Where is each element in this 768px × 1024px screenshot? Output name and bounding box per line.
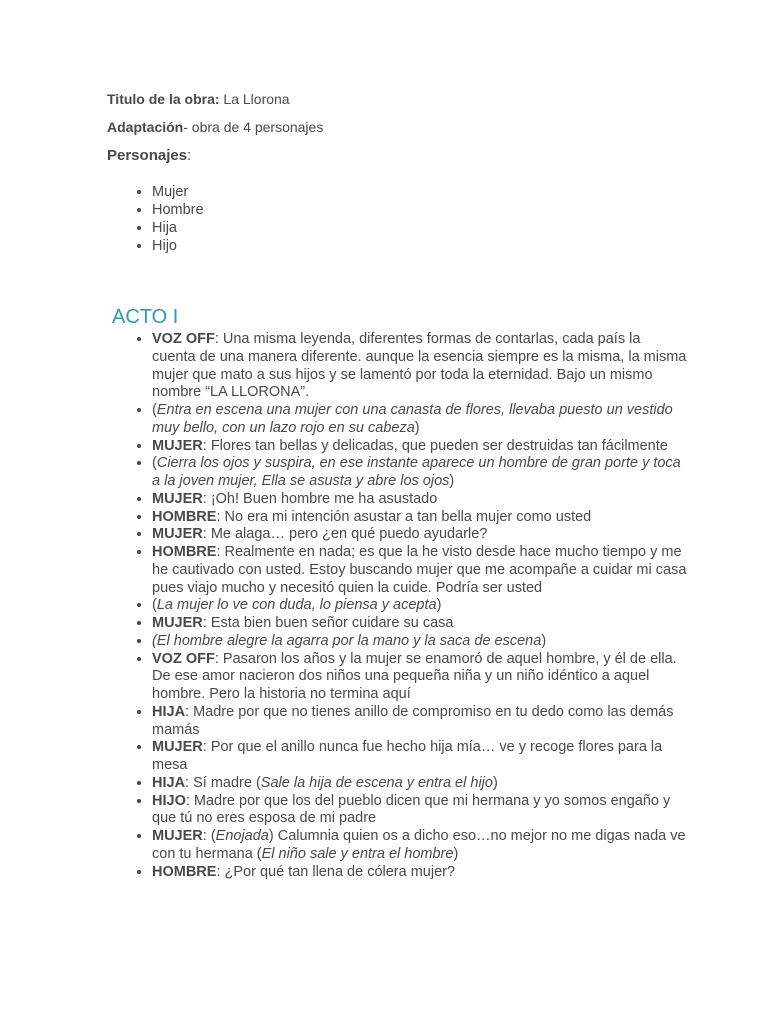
characters-label: Personajes xyxy=(107,147,188,164)
dialogue-text: : Por que el anillo nunca fue hecho hija mía… ve y recoge flores para la mesa xyxy=(152,739,663,773)
speaker-name: HOMBRE xyxy=(152,508,217,525)
paren-open: ( xyxy=(152,455,157,472)
stage-direction: Sale la hija de escena y entra el hijo xyxy=(260,774,493,791)
speaker-name: HOMBRE xyxy=(152,863,217,880)
script-line xyxy=(152,775,687,793)
script-line xyxy=(152,828,687,864)
dialogue-text: : Sí madre ( xyxy=(185,774,261,791)
stage-direction: El hombre alegre la agarra por la mano y la saca de escena xyxy=(156,632,542,649)
speaker-name: HIJO xyxy=(152,792,186,809)
speaker-name: MUJER xyxy=(152,437,203,454)
stage-direction: El niño sale y entra el hombre xyxy=(261,845,454,862)
stage-direction: Enojada xyxy=(215,828,269,844)
adaptation-line xyxy=(107,119,323,135)
script-line xyxy=(152,544,687,597)
characters-heading xyxy=(107,147,191,164)
paren-open: ( xyxy=(152,402,157,418)
dialogue-text: : Madre por que los del pueblo dicen que mi hermana y yo somos engaño y que tú no eres esposa de mi padre xyxy=(152,792,671,827)
dialogue-text: : ¡Oh! Buen hombre me ha asustado xyxy=(202,490,438,507)
script-line xyxy=(152,651,687,704)
dialogue-text: : ¿Por qué tan llena de cólera mujer? xyxy=(216,863,456,880)
speaker-name: VOZ OFF xyxy=(152,650,215,667)
script-line xyxy=(152,509,687,527)
stage-direction: Cierra los ojos y suspira, en ese instante aparece un hombre de gran porte y toca a la joven mujer, Ella se asusta y abre los ojos xyxy=(152,455,681,489)
script-line xyxy=(152,864,687,882)
speaker-name: MUJER xyxy=(152,828,203,844)
script-line xyxy=(152,491,687,509)
script-line xyxy=(152,597,687,615)
character-item: • Hombre xyxy=(152,201,204,219)
speaker-name: MUJER xyxy=(152,615,203,631)
paren-close: ) xyxy=(453,845,459,862)
dialogue-text: : Realmente en nada; es que la he visto desde hace mucho tiempo y me he cautivado con usted. Estoy buscando mujer que me acompañe a cuidar mi casa pues viajo mucho y necesitó quien la cuide. Podría ser usted xyxy=(152,544,687,596)
characters-colon: : xyxy=(187,147,192,164)
script-line xyxy=(152,633,687,651)
script-line xyxy=(152,526,687,544)
paren-close: ) xyxy=(541,632,547,649)
script-line xyxy=(152,615,687,633)
stage-direction: Entra en escena una mujer con una canasta de flores, llevaba puesto un vestido muy bello, con un lazo rojo en su cabeza xyxy=(152,402,673,436)
character-list xyxy=(133,183,204,255)
paren-close: ) xyxy=(449,473,455,489)
speaker-name: MUJER xyxy=(152,526,203,543)
paren-close: ) xyxy=(492,774,498,791)
play-title-value: La Llorona xyxy=(219,91,290,107)
character-item: • Hija xyxy=(152,219,204,237)
dialogue-text: ) Calumnia quien os a dicho eso…no mejor no me digas nada ve con tu hermana ( xyxy=(152,828,686,862)
act-heading: ACTO I xyxy=(112,305,179,328)
script-line xyxy=(152,402,687,438)
speaker-name: HIJA xyxy=(152,774,186,791)
speaker-name: HOMBRE xyxy=(152,544,217,560)
paren-close: ) xyxy=(436,597,442,614)
dialogue-text: : Flores tan bellas y delicadas, que pueden ser destruidas tan fácilmente xyxy=(202,437,668,454)
script-line xyxy=(152,438,687,456)
script-list xyxy=(133,331,687,881)
adaptation-label: Adaptación xyxy=(107,119,184,135)
dialogue-text: : No era mi intención asustar a tan bella mujer como usted xyxy=(216,508,592,525)
adaptation-value: - obra de 4 personajes xyxy=(183,119,324,135)
dialogue-text: : Me alaga… pero ¿en qué puedo ayudarle? xyxy=(202,526,488,543)
script-line xyxy=(152,704,687,740)
dialogue-text: : Esta bien buen señor cuidare su casa xyxy=(202,615,454,631)
paren-close: ) xyxy=(414,419,420,436)
speaker-name: MUJER xyxy=(152,739,203,756)
script-line xyxy=(152,739,687,775)
stage-direction: La mujer lo ve con duda, lo piensa y acepta xyxy=(156,597,437,614)
play-title-label: Titulo de la obra: xyxy=(107,91,220,107)
character-item: • Hijo xyxy=(152,237,204,255)
speaker-name: HIJA xyxy=(152,703,186,720)
character-item: • Mujer xyxy=(152,183,204,201)
script-line xyxy=(152,455,687,491)
play-title-line xyxy=(107,91,290,107)
paren-open: ( xyxy=(152,632,157,649)
script-line xyxy=(152,793,687,829)
dialogue-text: : Una misma leyenda, diferentes formas de contarlas, cada país la cuenta de una manera diferente. aunque la esencia siempre es la misma, la misma mujer que mato a sus hijos y se lamentó por toda la eternidad. Bajo un mismo nombre “LA LLORONA”. xyxy=(152,331,687,401)
paren-open: ( xyxy=(152,597,157,614)
dialogue-text: : Madre por que no tienes anillo de compromiso en tu dedo como las demás mamás xyxy=(152,703,674,738)
speaker-name: MUJER xyxy=(152,490,203,507)
speaker-name: VOZ OFF xyxy=(152,331,215,347)
script-line xyxy=(152,331,687,402)
dialogue-text: : Pasaron los años y la mujer se enamoró de aquel hombre, y él de ella. De ese amor nacieron dos niños una pequeña niña y un niño idéntico a aquel hombre. Pero la historia no termina aquí xyxy=(152,650,677,702)
dialogue-text: : ( xyxy=(202,828,216,844)
